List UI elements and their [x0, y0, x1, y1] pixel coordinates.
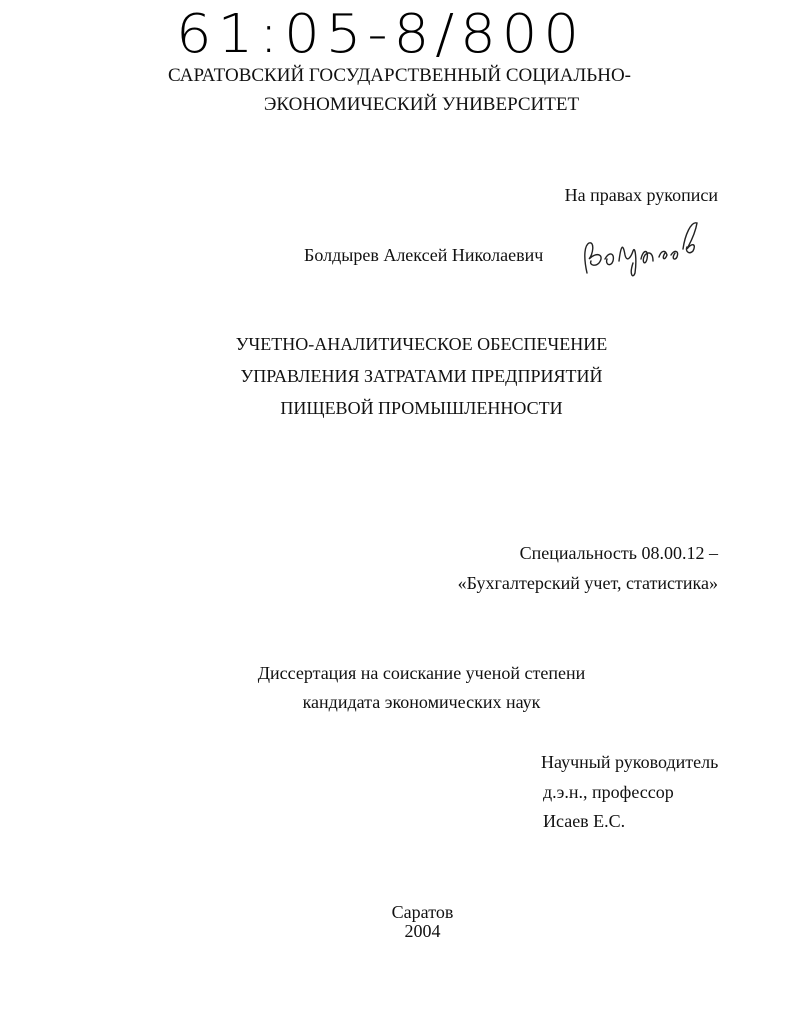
- author-signature: [575, 215, 710, 285]
- degree-line-2: кандидата экономических наук: [302, 692, 541, 712]
- manuscript-note: На правах рукописи: [564, 185, 718, 205]
- degree-line-1: Диссертация на соискание ученой степени: [257, 663, 586, 683]
- specialty-line-1: Специальность 08.00.12 –: [519, 543, 718, 563]
- handwritten-archive-number: 61:05-8/800: [176, 3, 585, 66]
- title-line-2: УПРАВЛЕНИЯ ЗАТРАТАМИ ПРЕДПРИЯТИЙ: [240, 366, 603, 386]
- university-line-2: ЭКОНОМИЧЕСКИЙ УНИВЕРСИТЕТ: [263, 94, 580, 115]
- supervisor-name: Исаев Е.С.: [543, 811, 626, 831]
- city: Саратов: [391, 902, 454, 922]
- university-line-1: САРАТОВСКИЙ ГОСУДАРСТВЕННЫЙ СОЦИАЛЬНО-: [168, 65, 631, 86]
- title-line-1: УЧЕТНО-АНАЛИТИЧЕСКОЕ ОБЕСПЕЧЕНИЕ: [235, 334, 608, 354]
- supervisor-title: д.э.н., профессор: [543, 782, 674, 802]
- year: 2004: [404, 921, 441, 941]
- specialty-line-2: «Бухгалтерский учет, статистика»: [457, 573, 718, 593]
- supervisor-label: Научный руководитель: [541, 752, 719, 772]
- author-name: Болдырев Алексей Николаевич: [304, 245, 544, 265]
- title-line-3: ПИЩЕВОЙ ПРОМЫШЛЕННОСТИ: [280, 398, 563, 418]
